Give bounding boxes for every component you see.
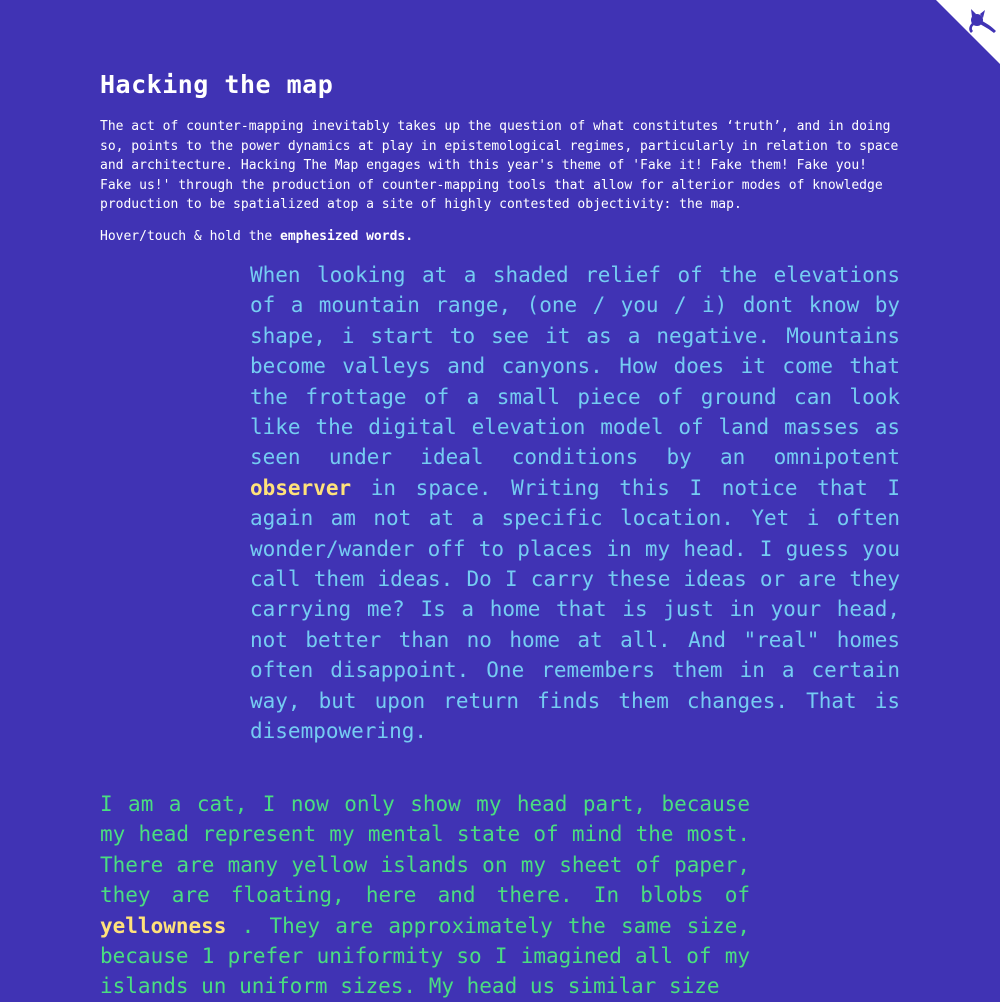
github-corner-link[interactable] [936, 0, 1000, 64]
hover-hint [100, 229, 413, 244]
hint-emphasis: emphesized words. [280, 229, 414, 244]
text-block-mountains-after: in space. Writing this I notice that I again am not at a specific location. Yet i often wonder/wander off to places in my head. I guess you call them ideas. Do I carry these ideas or are they carrying me? Is a home that is just in your head, not better than no home at all. And "real" homes often disappoint. One remembers them in a certain way, but upon return finds them changes. That is disempowering. [250, 475, 900, 744]
page-title: Hacking the map [100, 70, 334, 99]
text-block-cat [100, 789, 750, 1002]
emphasized-word-yellowness[interactable]: yellowness [100, 913, 227, 938]
hint-text: Hover/touch & hold the [100, 229, 281, 244]
intro-paragraph: The act of counter-mapping inevitably takes up the question of what constitutes ‘truth’, and in doing so, points to the power dynamics at play in epistemological regimes, particularly in relation to space and architecture. Hacking The Map engages with this year's theme of 'Fake it! Fake them! Fake you! Fake us!' through the production of counter-mapping tools that allow for alterior modes of knowledge production to be spatialized atop a site of highly contested objectivity: the map. [100, 119, 899, 213]
text-block-mountains-before: When looking at a shaded relief of the elevations of a mountain range, (one / you / i) dont know by shape, i start to see it as a negative. Mountains become valleys and canyons. How does it come that the frottage of a small piece of ground can look like the digital elevation model of land masses as seen under ideal conditions by an omnipotent [250, 263, 900, 470]
github-cat-icon [936, 0, 1000, 64]
text-block-cat-after: . They are approximately the same size, because 1 prefer uniformity so I imagined all of my islands un uniform sizes. My head us similar size [100, 913, 750, 999]
text-block-mountains [250, 260, 900, 747]
emphasized-word-observer[interactable]: observer [250, 475, 352, 500]
text-block-cat-before: I am a cat, I now only show my head part, because my head represent my mental state of mind the most. There are many yellow islands on my sheet of paper, they are floating, here and there. In blobs of [100, 792, 750, 908]
